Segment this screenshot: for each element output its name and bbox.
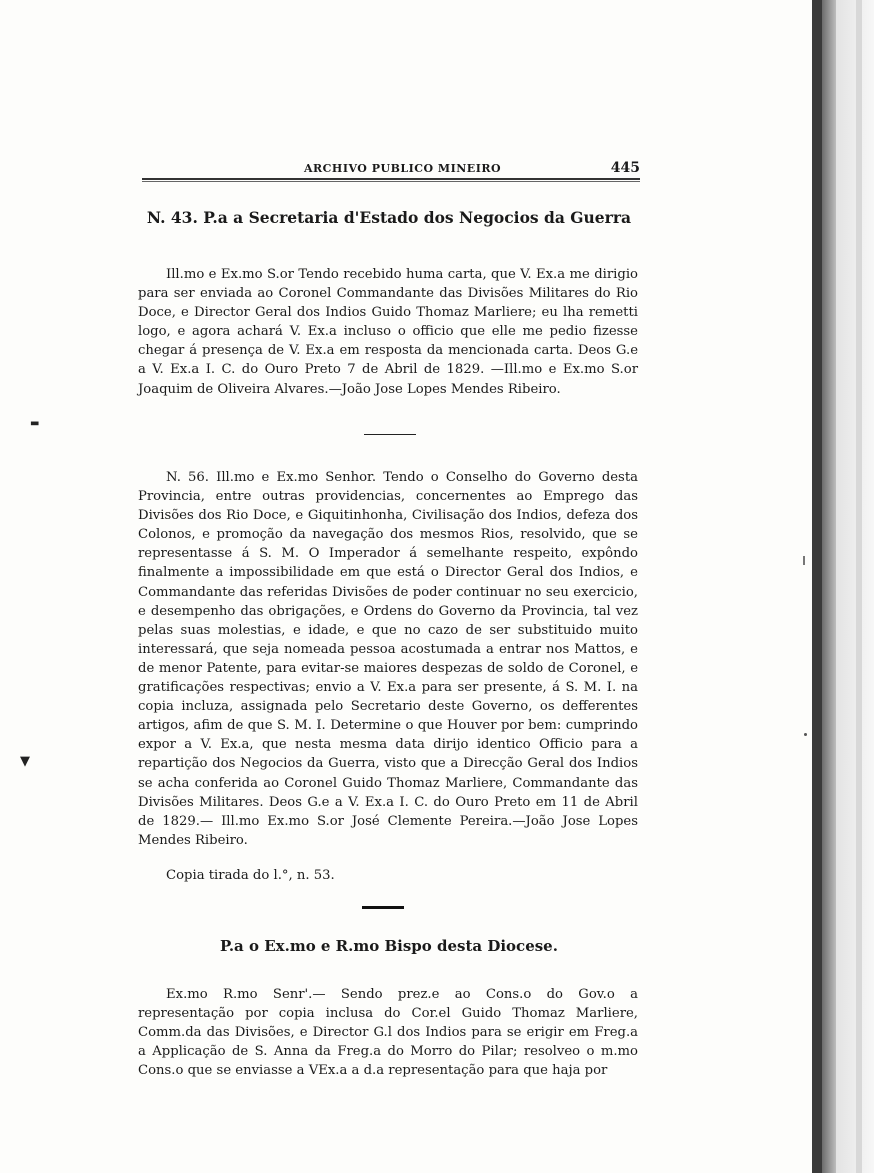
running-title: ARCHIVO PUBLICO MINEIRO xyxy=(304,162,502,175)
margin-dash-mark: ▬ xyxy=(30,418,40,429)
section-separator xyxy=(364,434,416,435)
letter-body-n56: N. 56. Ill.mo e Ex.mo Senhor. Tendo o Conselho do Governo desta Provincia, entre outras providencias, concernentes ao Emprego das Divisões dos Rio Doce, e Giquitinhonha, Civilisação dos Indios, defeza dos Colonos, e promoção da navegação dos mesmos Rios, resolvido, que se representasse á S. M. O Imperador á semelhante respeito, expôndo finalmente a impossibilidade em que está o Director Geral dos Indios, e Commandante das referidas Divisões de poder continuar no seu exercicio, e desempenho das obrigações, e Ordens do Governo da Provincia, tal vez pelas suas molestias, e idade, e que no cazo de ser substituido muito interessará, que seja nomeada pessoa acostumada a entrar nos Mattos, e de menor Patente, para evitar-se maiores despezas de soldo de Coronel, e gratificações respectivas; envio a V. Ex.a para ser presente, á S. M. I. na copia incluza, assignada pelo Secretario deste Governo, os defferentes artigos, afim de que S. M. I. Determine o que Houver por bem: cumprindo expor a V. Ex.a, que nesta mesma data dirijo identico Officio para a repartição dos Negocios da Guerra, visto que a Direcção Geral dos Indios se acha conferida ao Coronel Guido Thomaz Marliere, Commandante das Divisões Militares. Deos G.e a V. Ex.a I. C. do Ouro Preto em 11 de Abril de 1829.— Ill.mo Ex.mo S.or José Clemente Pereira.—João Jose Lopes Mendes Ribeiro. xyxy=(138,470,638,848)
letter-body-bispo: Ex.mo R.mo Senr'.— Sendo prez.e ao Cons.o do Gov.o a representação por copia inclusa do Cor.el Guido Thomaz Marliere, Comm.da das Divisões, e Director G.l dos Indios para se erigir em Freg.a a Applicação de S. Anna da Freg.a do Morro do Pilar; resolveo o m.mo Cons.o que se enviasse a VEx.a a d.a representação para que haja por xyxy=(138,987,638,1079)
section-heading-bispo: P.a o Ex.mo e R.mo Bispo desta Diocese. xyxy=(220,937,558,955)
section-heading-secretaria: N. 43. P.a a Secretaria d'Estado dos Negocios da Guerra xyxy=(146,208,632,227)
margin-tick-mark xyxy=(803,556,805,565)
margin-dot-mark xyxy=(804,733,807,736)
header-rule xyxy=(142,178,640,182)
page-number: 445 xyxy=(610,160,640,176)
page-header xyxy=(142,160,640,180)
copy-note: Copia tirada do l.°, n. 53. xyxy=(166,868,335,883)
margin-arrow-mark: ▼ xyxy=(20,754,30,769)
letter-body-secretaria: Ill.mo e Ex.mo S.or Tendo recebido huma carta, que V. Ex.a me dirigio para ser enviada ao Coronel Commandante das Divisões Militares do Rio Doce, e Director Geral dos Indios Guido Thomaz Marliere; eu lha remetti logo, e agora achará V. Ex.a incluso o officio que elle me pedio fizesse chegar á presença de V. Ex.a em resposta da mencionada carta. Deos G.e a V. Ex.a I. C. do Ouro Preto 7 de Abril de 1829. —Ill.mo e Ex.mo S.or Joaquim de Oliveira Alvares.—João Jose Lopes Mendes Ribeiro. xyxy=(138,267,638,397)
section-separator-bold xyxy=(362,906,404,909)
